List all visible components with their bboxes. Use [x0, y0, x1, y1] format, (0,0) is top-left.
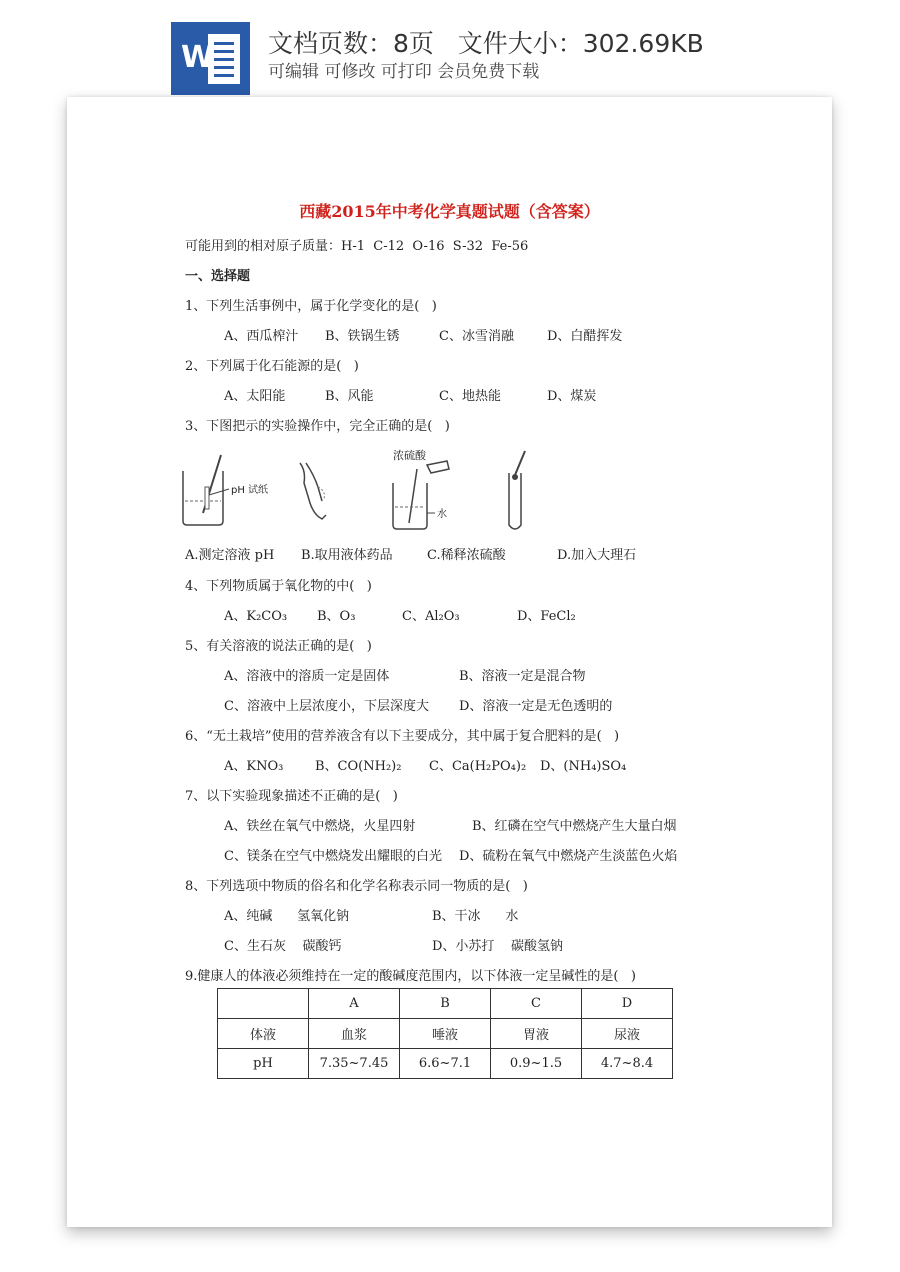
figure-ph-test	[177, 449, 287, 529]
section-heading: 一、选择题	[185, 269, 251, 284]
q3-option-b: B.取用液体药品	[301, 548, 393, 563]
q4-option-a: A、K₂CO₃	[224, 609, 288, 624]
atomic-masses: 可能用到的相对原子质量：H-1 C-12 O-16 S-32 Fe-56	[185, 239, 529, 254]
table-cell: 7.35~7.45	[309, 1049, 400, 1079]
q6-option-a: A、KNO₃	[224, 759, 284, 774]
question-2: 2、下列属于化石能源的是( )	[185, 359, 359, 374]
table-row	[218, 1049, 673, 1079]
table-cell: C	[491, 989, 582, 1019]
q7-option-a: A、铁丝在氧气中燃烧，火星四射	[224, 819, 416, 834]
question-7: 7、以下实验现象描述不正确的是( )	[185, 789, 398, 804]
q4-option-c: C、Al₂O₃	[402, 609, 460, 624]
q4-option-d: D、FeCl₂	[517, 609, 576, 624]
question-3: 3、下图把示的实验操作中，完全正确的是( )	[185, 419, 450, 434]
q4-option-b: B、O₃	[317, 609, 356, 624]
table-cell: 0.9~1.5	[491, 1049, 582, 1079]
table-cell: D	[582, 989, 673, 1019]
q8-option-a: A、纯碱 氢氧化钠	[224, 909, 350, 924]
question-6: 6、“无土栽培”使用的营养液含有以下主要成分，其中属于复合肥料的是( )	[185, 729, 620, 744]
q8-option-c: C、生石灰 碳酸钙	[224, 939, 342, 954]
question-1: 1、下列生活事例中，属于化学变化的是( )	[185, 299, 437, 314]
q5-option-c: C、溶液中上层浓度小，下层深度大	[224, 699, 429, 714]
q3-option-a: A.测定溶液 pH	[185, 548, 275, 563]
q1-option-c: C、冰雪消融	[439, 329, 514, 344]
q5-option-b: B、溶液一定是混合物	[459, 669, 586, 684]
q8-option-b: B、干冰 水	[432, 909, 519, 924]
table-cell: B	[400, 989, 491, 1019]
doc-info-subtitle: 可编辑 可修改 可打印 会员免费下载	[268, 62, 540, 82]
page-title: 西藏2015年中考化学真题试题（含答案）	[299, 202, 600, 221]
acid-label: 浓硫酸	[393, 449, 426, 462]
table-row	[218, 1019, 673, 1049]
q5-option-d: D、溶液一定是无色透明的	[459, 699, 613, 714]
q5-option-a: A、溶液中的溶质一定是固体	[224, 669, 390, 684]
q1-option-d: D、白醋挥发	[547, 329, 623, 344]
table-cell: pH	[218, 1049, 309, 1079]
q1-option-b: B、铁锅生锈	[325, 329, 400, 344]
question-8: 8、下列选项中物质的俗名和化学名称表示同一物质的是( )	[185, 879, 528, 894]
q1-option-a: A、西瓜榨汁	[224, 329, 299, 344]
table-cell: 唾液	[400, 1019, 491, 1049]
table-cell: 6.6~7.1	[400, 1049, 491, 1079]
table-cell: 尿液	[582, 1019, 673, 1049]
q3-option-c: C.稀释浓硫酸	[427, 548, 506, 563]
water-label: 水	[437, 509, 447, 520]
q7-option-c: C、镁条在空气中燃烧发出耀眼的白光	[224, 849, 442, 864]
q8-option-d: D、小苏打 碳酸氢钠	[432, 939, 563, 954]
table-cell: 4.7~8.4	[582, 1049, 673, 1079]
q6-option-b: B、CO(NH₂)₂	[315, 759, 402, 774]
figure-test-tube	[499, 445, 539, 533]
question-4: 4、下列物质属于氧化物的中( )	[185, 579, 372, 594]
q6-option-c: C、Ca(H₂PO₄)₂	[429, 759, 527, 774]
q2-option-a: A、太阳能	[224, 389, 286, 404]
table-cell	[218, 989, 309, 1019]
table-cell: 血浆	[309, 1019, 400, 1049]
q7-option-d: D、硫粉在氧气中燃烧产生淡蓝色火焰	[459, 849, 678, 864]
ph-paper-label: pH 试纸	[231, 485, 269, 496]
table-cell: 体液	[218, 1019, 309, 1049]
ph-table	[217, 988, 673, 1079]
table-cell: A	[309, 989, 400, 1019]
q2-option-c: C、地热能	[439, 389, 501, 404]
figure-liquid-pouring	[292, 457, 342, 527]
q7-option-b: B、红磷在空气中燃烧产生大量白烟	[472, 819, 677, 834]
q3-option-d: D.加入大理石	[557, 548, 637, 563]
question-5: 5、有关溶液的说法正确的是( )	[185, 639, 372, 654]
table-header-row	[218, 989, 673, 1019]
word-doc-icon	[171, 22, 250, 95]
doc-info-title: 文档页数：8页 文件大小：302.69KB	[268, 29, 704, 58]
table-cell: 胃液	[491, 1019, 582, 1049]
document-page	[67, 97, 832, 1227]
q2-option-d: D、煤炭	[547, 389, 597, 404]
q2-option-b: B、风能	[325, 389, 374, 404]
figure-dilute-acid	[387, 447, 457, 532]
q6-option-d: D、(NH₄)SO₄	[540, 759, 627, 774]
word-letter: W	[181, 40, 215, 75]
question-9: 9.健康人的体液必须维持在一定的酸碱度范围内，以下体液一定呈碱性的是( )	[185, 969, 636, 984]
